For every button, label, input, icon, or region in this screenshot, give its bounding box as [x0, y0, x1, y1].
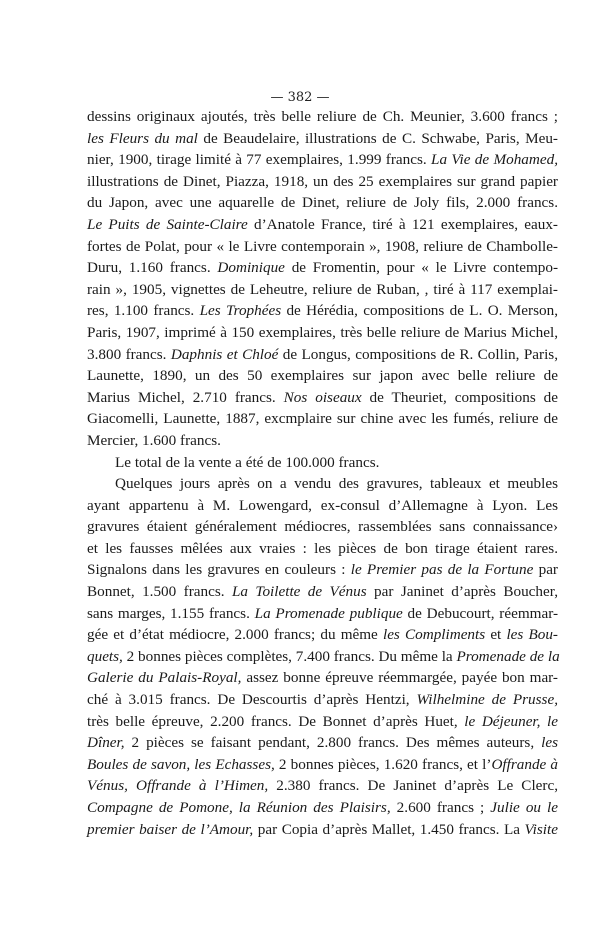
text-run: Le total de la vente a été de 100.000 francs.	[115, 453, 380, 471]
text-run: 2 pièces se faisant pendant, 2.800 francs. Des mêmes auteurs,	[124, 734, 542, 752]
italic-title: les Bou-	[506, 626, 558, 644]
text-line	[87, 559, 558, 581]
text-line	[87, 452, 558, 474]
text-run: assez bonne épreuve réemmargée, payée bon mar-	[241, 669, 558, 687]
italic-title: Julie ou le	[490, 799, 558, 816]
text-line	[87, 473, 558, 495]
text-run: Launette, 1890, un des 50 exemplaires sur japon avec belle reliure de	[87, 367, 558, 385]
text-run: gée et d’état médiocre, 2.000 francs; du même	[87, 626, 383, 644]
italic-title: Nos oiseaux	[283, 388, 362, 406]
text-line	[87, 430, 558, 452]
italic-title: Wilhelmine de Prusse,	[416, 691, 558, 709]
text-run: d’Anatole France, tiré à 121 exemplaires, eaux-	[247, 215, 558, 233]
text-line	[87, 754, 558, 776]
text-line	[87, 646, 558, 668]
text-line	[87, 538, 558, 560]
text-run: 2 bonnes pièces, 1.620 francs, et l’	[274, 755, 492, 773]
text-line	[87, 106, 558, 128]
text-run: du Japon, avec une aquarelle de Dinet, reliure de Joly fils, 2.000 francs.	[87, 194, 558, 212]
text-run: très belle épreuve, 2.200 francs. De Bonnet d’après Huet,	[87, 712, 465, 730]
italic-title: les Fleurs du mal	[87, 129, 198, 147]
italic-title: Les Trophées	[199, 302, 282, 320]
italic-title: les Compliments	[382, 626, 486, 644]
text-run: ayant appartenu à M. Lowengard, ex-consul d’Allemagne à Lyon. Les	[87, 496, 558, 514]
text-run: Quelques jours après on a vendu des gravures, tableaux et meubles	[115, 475, 558, 493]
text-run: par	[533, 561, 558, 579]
italic-title: premier baiser de l’Amour,	[87, 820, 254, 838]
italic-title: Offrande à	[491, 755, 559, 773]
text-run: ché à 3.015 francs. De Descourtis d’après Hentzi,	[87, 691, 417, 709]
text-line	[87, 581, 558, 603]
text-run: de Debucourt, réemmar-	[402, 604, 559, 622]
italic-title: Dominique	[217, 259, 285, 277]
text-run: de Beaudelaire, illustrations de C. Schwabe, Paris, Meu-	[197, 129, 558, 147]
text-line	[87, 603, 558, 625]
italic-title: Le Puits de Sainte-Claire	[87, 215, 248, 233]
text-line	[87, 149, 558, 171]
italic-title: quets,	[87, 647, 123, 665]
italic-title: Vénus, Offrande à l’Himen,	[87, 777, 269, 795]
italic-title: les	[541, 734, 558, 752]
text-run: 2.600 francs ;	[390, 799, 491, 816]
italic-title: Boules de savon, les Echasses,	[87, 755, 275, 773]
text-run: de Hérédia, compositions de L. O. Merson,	[281, 302, 558, 320]
text-run: et les fausses mêlées aux vraies : les pièces de bon tirage étaient rares.	[87, 539, 558, 557]
text-line	[87, 344, 558, 366]
text-run: res, 1.100 francs.	[87, 302, 200, 320]
text-run: Bonnet, 1.500 francs.	[87, 583, 232, 601]
text-line	[87, 775, 558, 797]
text-run: fortes de Polat, pour « le Livre contemporain », 1908, reliure de Chambolle-	[87, 237, 558, 255]
text-line	[87, 819, 558, 841]
text-run: Marius Michel, 2.710 francs.	[87, 388, 284, 406]
body-text	[87, 106, 558, 840]
italic-title: le Déjeuner, le	[464, 712, 559, 730]
text-run: Mercier, 1.600 francs.	[87, 431, 221, 449]
text-line	[87, 667, 558, 689]
text-run: 3.800 francs.	[87, 345, 171, 363]
text-run: rain », 1905, vignettes de Leheutre, reliure de Ruban, , tiré à 117 exemplai-	[87, 280, 558, 298]
text-line	[87, 322, 558, 344]
text-run: illustrations de Dinet, Piazza, 1918, un des 25 exemplaires sur grand papier	[87, 172, 558, 190]
text-line	[87, 495, 558, 517]
italic-title: La Promenade publique	[254, 604, 403, 622]
text-run: par Copia d’après Mallet, 1.450 francs. La	[253, 820, 525, 838]
italic-title: La Vie de Mohamed,	[431, 151, 558, 169]
text-line	[87, 192, 558, 214]
text-run: de Theuriet, compositions de	[361, 388, 558, 406]
italic-title: Compagne de Pomone, la Réunion des Plaisirs,	[87, 799, 391, 816]
text-line	[87, 624, 558, 646]
text-run: sans marges, 1.155 francs.	[87, 604, 255, 622]
italic-title: Galerie du Palais-Royal,	[87, 669, 242, 687]
text-line	[87, 171, 558, 193]
text-run: Signalons dans les gravures en couleurs :	[87, 561, 351, 579]
italic-title: Daphnis et Chloé	[170, 345, 279, 363]
text-line	[87, 279, 558, 301]
text-run: et	[485, 626, 507, 644]
text-run: Paris, 1907, imprimé à 150 exemplaires, très belle reliure de Marius Michel,	[87, 323, 558, 341]
page-number: — 382 —	[270, 90, 330, 105]
text-run: dessins originaux ajoutés, très belle reliure de Ch. Meunier, 3.600 francs ;	[87, 108, 558, 125]
italic-title: La Toilette de Vénus	[231, 583, 367, 601]
text-line	[87, 257, 558, 279]
text-run: 2 bonnes pièces complètes, 7.400 francs. Du même la	[122, 647, 457, 665]
text-run: par Janinet d’après Boucher,	[366, 583, 559, 601]
text-run: 2.380 francs. De Janinet d’après Le Clerc,	[268, 777, 558, 795]
text-run: gravures étaient généralement médiocres, rassemblées sans connaissance›	[87, 518, 558, 536]
text-line	[87, 300, 558, 322]
text-line	[87, 408, 558, 430]
text-line	[87, 128, 558, 150]
text-line	[87, 236, 558, 258]
italic-title: Dîner,	[87, 734, 125, 752]
text-line	[87, 689, 558, 711]
text-run: Duru, 1.160 francs.	[87, 259, 218, 277]
text-run: de Longus, compositions de R. Collin, Paris,	[278, 345, 558, 363]
text-line	[87, 365, 558, 387]
italic-title: le Premier pas de la Fortune	[350, 561, 534, 579]
text-line	[87, 797, 558, 819]
text-line	[87, 214, 558, 236]
text-run: Giacomelli, Launette, 1887, excmplaire sur chine avec les fumés, reliure de	[87, 410, 558, 428]
text-line	[87, 516, 558, 538]
text-run: de Fromentin, pour « le Livre contempo-	[284, 259, 558, 277]
text-line	[87, 711, 558, 733]
italic-title: Promenade de la	[456, 647, 560, 665]
text-run: nier, 1900, tirage limité à 77 exemplaires, 1.999 francs.	[87, 151, 432, 169]
italic-title: Visite	[524, 820, 558, 838]
text-line	[87, 732, 558, 754]
text-line	[87, 387, 558, 409]
